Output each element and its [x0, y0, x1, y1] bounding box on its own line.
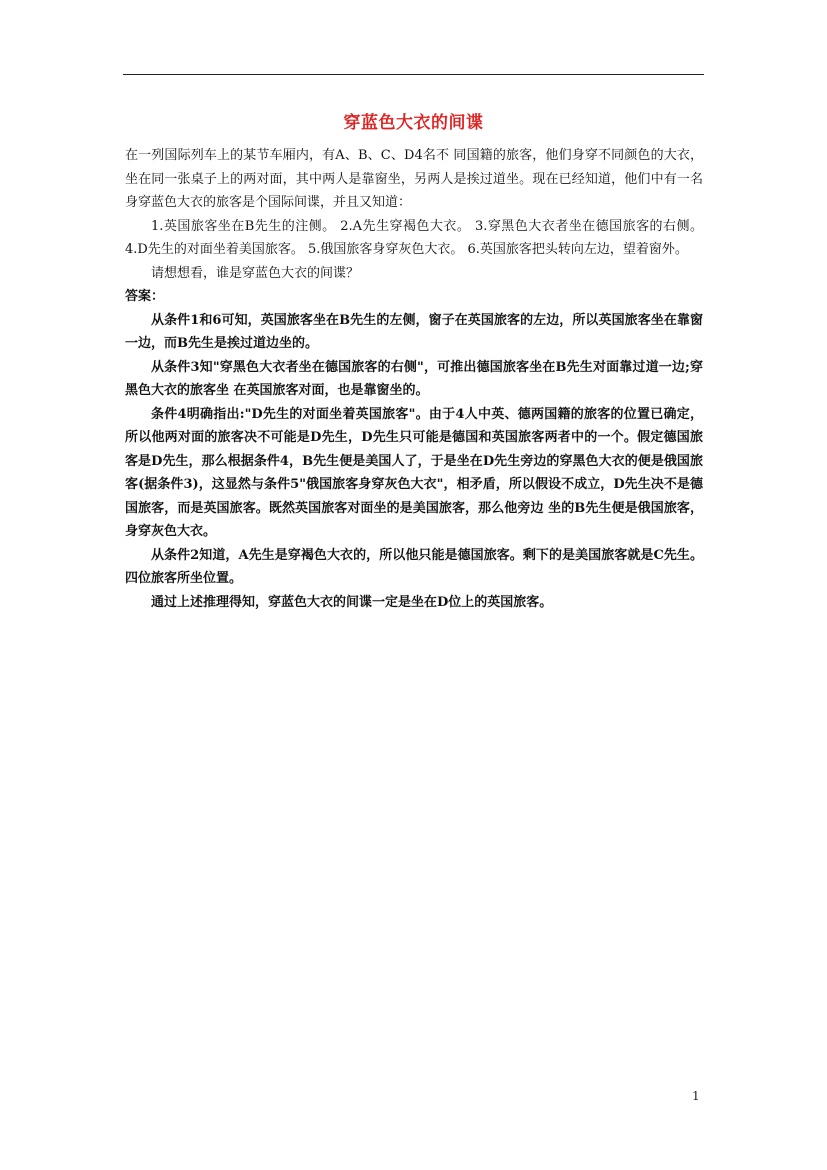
question-intro: 在一列国际列车上的某节车厢内，有A、B、C、D4名不 同国籍的旅客，他们身穿不同颜色的大衣，坐在同一张桌子上的两对面，其中两人是靠窗坐，另两人是挨过道坐。现在已经知道，他们中有一名身穿蓝色大衣的旅客是个国际间谍，并且又知道：	[125, 148, 703, 210]
answer-paragraph-5: 通过上述推理得知，穿蓝色大衣的间谍一定是坐在D位上的英国旅客。	[151, 594, 553, 610]
answer-paragraph-3: 条件4明确指出:"D先生的对面坐着英国旅客"。由于4人中英、德两国籍的旅客的位置已确定，所以他两对面的旅客决不可能是D先生，D先生只可能是德国和英国旅客两者中的一个。假定德国旅客是D先生，那么根据条件4，B先生便是美国人了，于是坐在D先生旁边的穿黑色大衣的便是俄国旅客(据条件3)，这显然与条件5"俄国旅客身穿灰色大衣"，相矛盾，所以假设不成立，D先生决不是德国旅客，而是英国旅客。既然英国旅客对面坐的是美国旅客，那么他旁边 坐的B先生便是俄国旅客，身穿灰色大衣。	[125, 406, 703, 539]
answer-paragraph-1: 从条件1和6可知，英国旅客坐在B先生的左侧，窗子在英国旅客的左边，所以英国旅客坐在靠窗一边，而B先生是挨过道边坐的。	[125, 312, 703, 351]
page-number: 1	[692, 1089, 700, 1103]
answer-paragraph-2: 从条件3知"穿黑色大衣者坐在德国旅客的右侧"，可推出德国旅客坐在B先生对面靠过道一边;穿黑色大衣的旅客坐 在英国旅客对面，也是靠窗坐的。	[125, 359, 703, 398]
question-prompt: 请想想看，谁是穿蓝色大衣的间谍？	[151, 265, 360, 281]
answer-paragraph-4: 从条件2知道，A先生是穿褐色大衣的，所以他只能是德国旅客。剩下的是美国旅客就是C先生。四位旅客所坐位置。	[125, 547, 703, 586]
answer-label: 答案：	[125, 289, 165, 304]
page-title: 穿蓝色大衣的间谍	[343, 113, 484, 133]
document-body	[125, 144, 703, 614]
question-conditions: 1.英国旅客坐在B先生的注侧。 2.A先生穿褐色大衣。 3.穿黑色大衣者坐在德国旅客的右侧。 4.D先生的对面坐着美国旅客。 5.俄国旅客身穿灰色大衣。 6.英国旅客把头转向左边，望着窗外。	[125, 218, 703, 257]
header-rule	[123, 74, 704, 75]
